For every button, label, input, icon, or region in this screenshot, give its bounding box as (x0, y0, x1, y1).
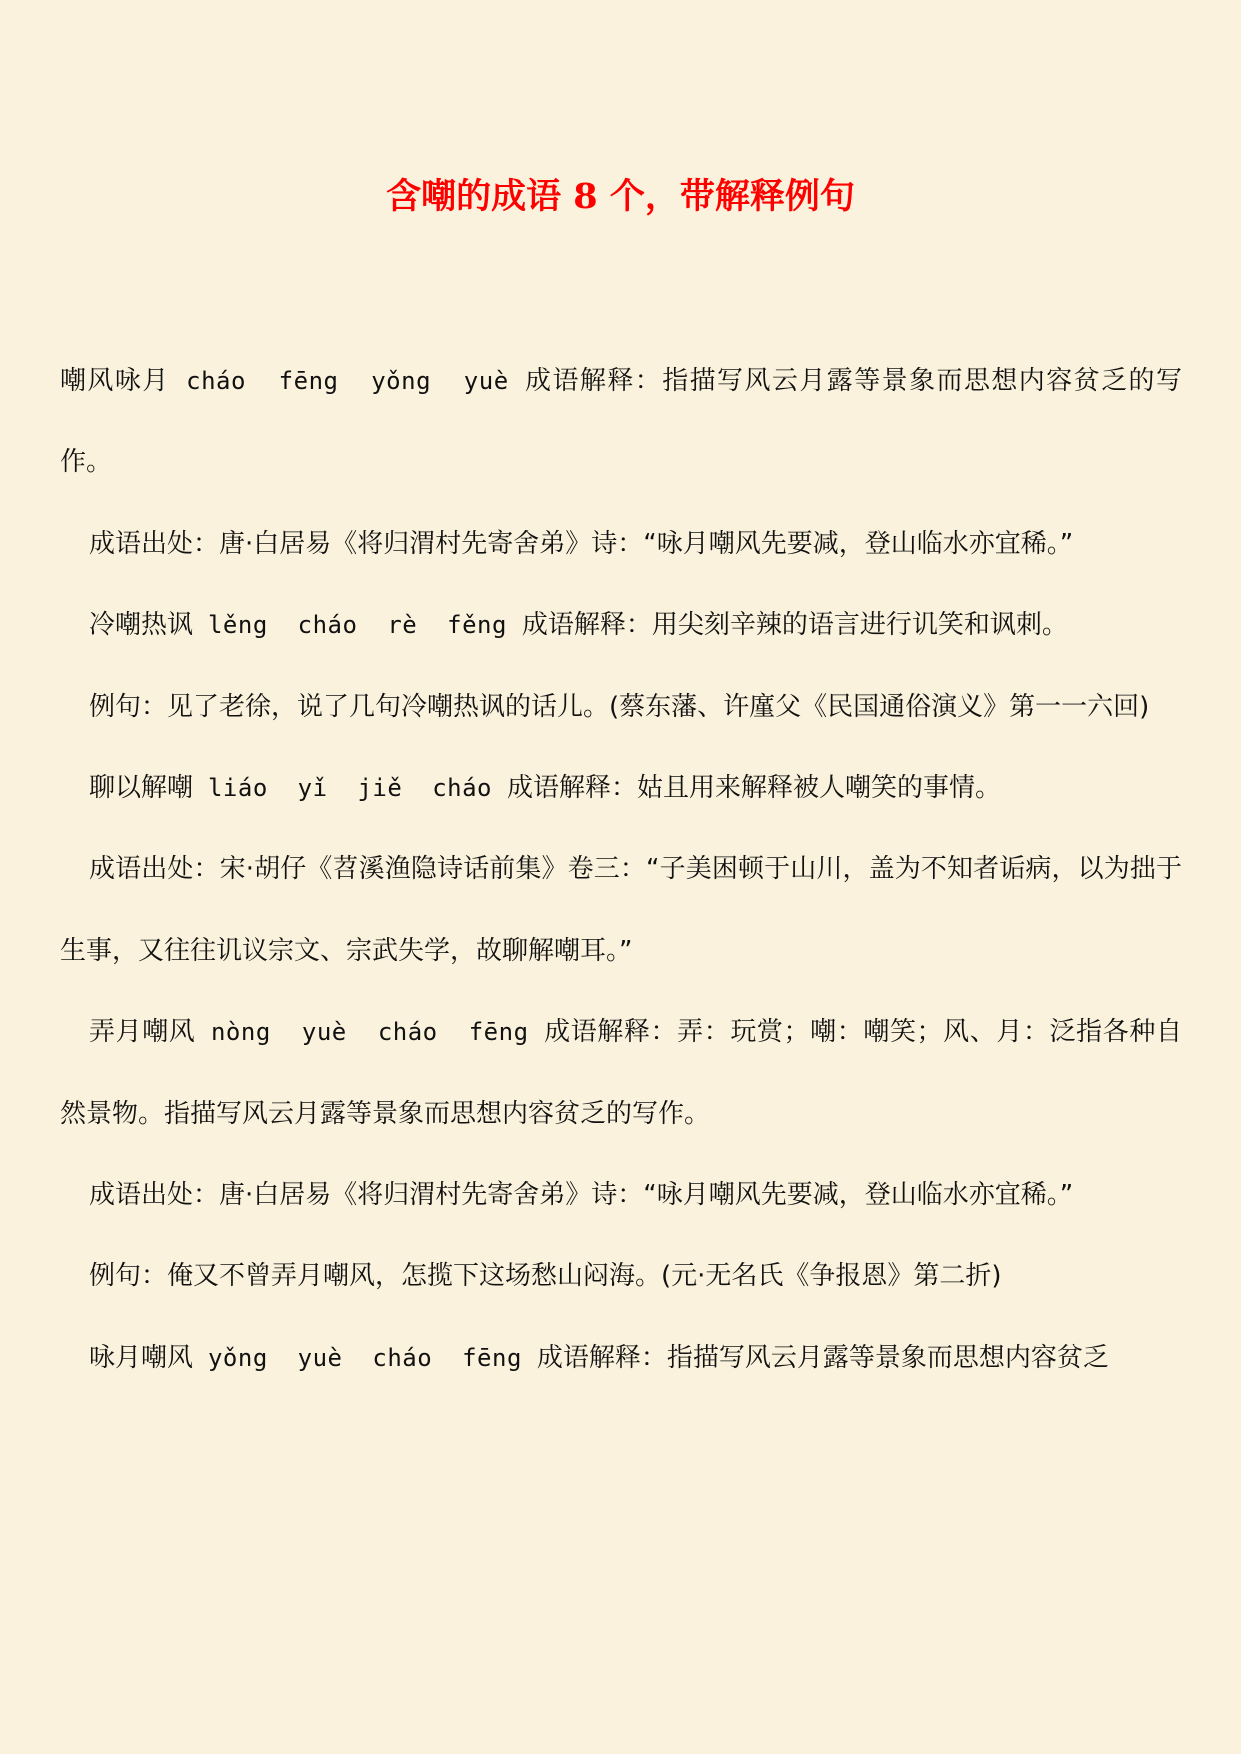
paragraph-text: 成语解释：用尖刻辛辣的语言进行讥笑和讽刺。 (521, 610, 1068, 641)
paragraph-3 (60, 585, 1182, 666)
paragraph-1 (60, 341, 1182, 504)
paragraph-2 (60, 504, 1182, 585)
idiom-name: 聊以解嘲 (89, 773, 194, 804)
document-body (60, 341, 1182, 1399)
paragraph-7 (60, 992, 1182, 1155)
paragraph-5 (60, 748, 1182, 829)
paragraph-text: 成语出处：宋·胡仔《苕溪渔隐诗话前集》卷三：“子美困顿于山川，盖为不知者诟病，以为拙于生事，又往往讥议宗文、宗武失学，故聊解嘲耳。” (60, 854, 1182, 966)
idiom-name: 咏月嘲风 (89, 1342, 194, 1373)
paragraph-text: 成语解释：指描写风云月露等景象而思想内容贫乏的写作。 (60, 366, 1182, 478)
document-title: 含嘲的成语 8 个，带解释例句 (386, 176, 855, 218)
paragraph-9 (60, 1236, 1182, 1317)
paragraph-text: 成语解释：姑且用来解释被人嘲笑的事情。 (506, 773, 1001, 804)
idiom-name: 冷嘲热讽 (89, 610, 194, 641)
idiom-pinyin: nòng yuè cháo fēng (195, 1018, 545, 1047)
paragraph-10 (60, 1318, 1182, 1399)
idiom-pinyin: yǒng yuè cháo fēng (193, 1343, 537, 1372)
paragraph-6 (60, 829, 1182, 992)
paragraph-text: 成语解释：指描写风云月露等景象而思想内容贫乏 (536, 1342, 1109, 1373)
idiom-pinyin: liáo yǐ jiě cháo (193, 774, 507, 803)
paragraph-text: 成语出处：唐·白居易《将归渭村先寄舍弟》诗：“咏月嘲风先要减，登山临水亦宜稀。” (89, 1180, 1074, 1211)
paragraph-text: 成语出处：唐·白居易《将归渭村先寄舍弟》诗：“咏月嘲风先要减，登山临水亦宜稀。” (89, 528, 1074, 559)
idiom-name: 嘲风咏月 (60, 366, 170, 396)
paragraph-text: 例句：见了老徐，说了几句冷嘲热讽的话儿。(蔡东藩、许廑父《民国通俗演义》第一一六回) (89, 691, 1150, 722)
paragraph-8 (60, 1155, 1182, 1236)
idiom-pinyin: cháo fēng yǒng yuè (169, 367, 526, 395)
paragraph-text: 例句：俺又不曾弄月嘲风，怎揽下这场愁山闷海。(元·无名氏《争报恩》第二折) (89, 1261, 1002, 1292)
idiom-pinyin: lěng cháo rè fěng (193, 611, 522, 640)
paragraph-4 (60, 667, 1182, 748)
paragraph-text: 成语解释：弄：玩赏；嘲：嘲笑；风、月：泛指各种自然景物。指描写风云月露等景象而思想内容贫乏的写作。 (60, 1017, 1182, 1129)
idiom-name: 弄月嘲风 (89, 1017, 196, 1048)
